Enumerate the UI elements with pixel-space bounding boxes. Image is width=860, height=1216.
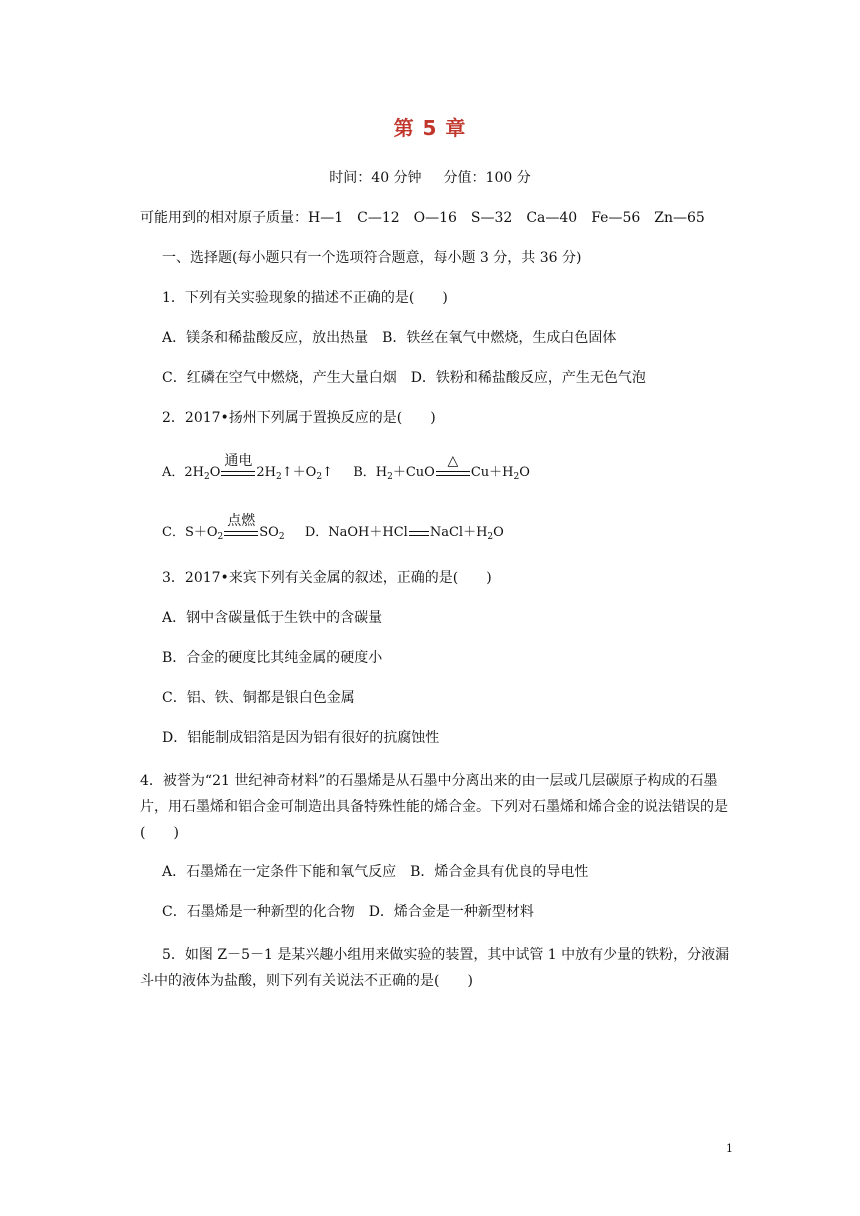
option-c-label: C．S＋O — [162, 525, 218, 540]
condition-arrow — [224, 512, 258, 540]
formula-text: SO — [259, 525, 279, 540]
subscript: 2 — [487, 532, 494, 542]
chapter-title: 第 5 章 — [393, 116, 467, 140]
question-3-option-c: C．铝、铁、铜都是银白色金属 — [162, 690, 355, 706]
question-2-options-ab — [162, 452, 530, 487]
question-5-text: 5．如图 Z－5－1 是某兴趣小组用来做实验的装置，其中试管 1 中放有少量的铁粉，分液漏斗中的液体为盐酸，则下列有关说法不正确的是( ) — [140, 947, 730, 989]
condition-label: 通电 — [224, 452, 253, 469]
formula-text: O — [209, 465, 221, 480]
question-3-option-a: A．钢中含碳量低于生铁中的含碳量 — [162, 610, 383, 626]
subscript: 2 — [316, 472, 323, 482]
formula-text: O — [493, 525, 504, 540]
option-b-label: B．H — [353, 465, 388, 480]
option-a-label: A．2H — [162, 465, 204, 480]
subscript: 2 — [513, 472, 520, 482]
question-1-options-ab: A．镁条和稀盐酸反应，放出热量 B．铁丝在氧气中燃烧，生成白色固体 — [162, 330, 617, 346]
option-c — [162, 512, 289, 542]
exam-info — [0, 168, 860, 188]
subscript: 2 — [276, 472, 282, 482]
question-3-option-d: D．铝能制成铝箔是因为铝有很好的抗腐蚀性 — [162, 730, 440, 746]
atomic-masses: 可能用到的相对原子质量：H—1 C—12 O—16 S—32 Ca—40 Fe—56 Zn—65 — [140, 210, 705, 226]
formula-text: Cu＋H — [470, 465, 514, 480]
equals-sign — [409, 526, 429, 540]
question-3-option-b: B．合金的硬度比其纯金属的硬度小 — [162, 650, 383, 666]
formula-text: NaCl＋H — [429, 525, 488, 540]
question-4-options-cd: C．石墨烯是一种新型的化合物 D．烯合金是一种新型材料 — [162, 904, 534, 920]
option-d-label: D．NaOH＋HCl — [304, 525, 408, 540]
option-b — [353, 452, 530, 482]
subscript: 2 — [387, 472, 393, 482]
page-number: 1 — [726, 1142, 733, 1155]
formula-text: ↑ — [322, 465, 333, 480]
score-info: 分值：100 分 — [443, 170, 531, 186]
section-heading: 一、选择题(每小题只有一个选项符合题意，每小题 3 分，共 36 分) — [162, 250, 582, 266]
subscript: 2 — [217, 532, 224, 542]
condition-label: 点燃 — [227, 512, 256, 529]
question-2-options-cd — [162, 512, 504, 547]
question-1-options-cd: C．红磷在空气中燃烧，产生大量白烟 D．铁粉和稀盐酸反应，产生无色气泡 — [162, 370, 646, 386]
formula-text: O — [519, 465, 530, 480]
subscript: 2 — [278, 532, 285, 542]
option-d — [305, 525, 504, 540]
question-3-stem: 3．2017•来宾下列有关金属的叙述，正确的是( ) — [162, 570, 492, 586]
question-4-text: 4．被誉为“21 世纪神奇材料”的石墨烯是从石墨中分离出来的由一层或几层碳原子构成的石墨片，用石墨烯和铝合金可制造出具备特殊性能的烯合金。下列对石墨烯和烯合金的说法错误的是( ) — [140, 773, 728, 841]
subscript: 2 — [204, 472, 210, 482]
formula-text: 2H — [256, 465, 277, 480]
question-4-options-ab: A．石墨烯在一定条件下能和氧气反应 B．烯合金具有优良的导电性 — [162, 864, 589, 880]
condition-arrow — [221, 452, 255, 480]
condition-arrow — [436, 452, 470, 480]
time-info: 时间：40 分钟 — [329, 170, 422, 186]
formula-text: ＋CuO — [392, 465, 435, 480]
question-1-stem: 1．下列有关实验现象的描述不正确的是( ) — [162, 290, 448, 306]
question-5-stem — [140, 942, 732, 994]
condition-label: △ — [447, 452, 459, 469]
question-4-stem — [140, 768, 732, 846]
option-a — [162, 452, 337, 482]
question-2-stem: 2．2017•扬州下列属于置换反应的是( ) — [162, 410, 436, 426]
formula-text: ↑＋O — [281, 465, 317, 480]
